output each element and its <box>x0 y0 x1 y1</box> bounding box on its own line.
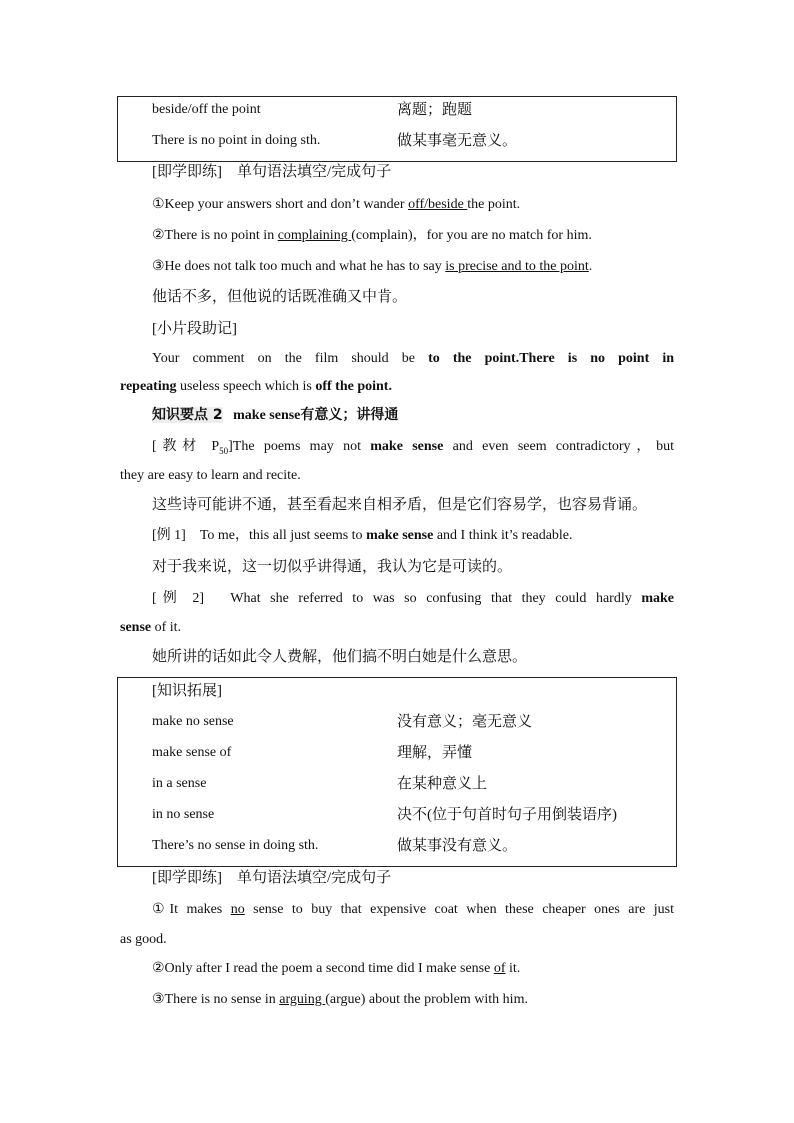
example-1-translation: 对于我来说，这一切似乎讲得通，我认为它是可读的。 <box>152 559 513 575</box>
example-bold: make sense <box>366 528 434 543</box>
example-2-line-1 <box>152 588 674 610</box>
practice1-header: [即学即练] 单句语法填空/完成句子 <box>152 164 392 180</box>
item-text: it. <box>505 961 521 976</box>
box2-row <box>118 804 676 826</box>
box2-row-zh: 理解，弄懂 <box>397 745 473 761</box>
box2-row-en: in no sense <box>152 807 215 822</box>
example-bold: sense <box>120 620 152 635</box>
example-bold: make <box>641 591 674 606</box>
item-text: (complain)，for you are no match for him. <box>351 228 592 243</box>
box1-row-en: beside/off the point <box>152 102 261 117</box>
box2-row-en: make no sense <box>152 714 234 729</box>
item-text: the point. <box>467 197 521 212</box>
box2-row-zh: 做某事没有意义。 <box>397 838 518 854</box>
box2-row <box>118 835 676 857</box>
textbook-translation: 这些诗可能讲不通，甚至看起来自相矛盾，但是它们容易学，也容易背诵。 <box>152 497 648 513</box>
example-1 <box>152 525 573 547</box>
answer-blank: of <box>493 961 506 976</box>
item-text: (argue) about the problem with him. <box>325 992 528 1007</box>
practice1-item-3 <box>152 256 592 278</box>
box1-row <box>118 130 676 152</box>
box2-header-text: [知识拓展] <box>152 683 222 699</box>
box1-row-zh: 离题；跑题 <box>397 102 473 118</box>
practice2-header: [即学即练] 单句语法填空/完成句子 <box>152 870 392 886</box>
memo-line-2 <box>120 376 392 398</box>
point-label: 知识要点 2 <box>152 407 223 423</box>
memo-bold: off the point. <box>315 379 392 394</box>
practice1-item-1 <box>152 194 520 216</box>
item-text: . <box>588 259 593 274</box>
textbook-page: 50 <box>219 445 229 456</box>
box2-row-zh: 没有意义；毫无意义 <box>397 714 533 730</box>
practice1-item-2 <box>152 225 592 247</box>
point-meaning: 有意义；讲得通 <box>300 407 399 423</box>
item-text: ②Only after I read the poem a second time did I make sense <box>152 961 494 976</box>
memo-bold: to the point.There is no point in <box>428 351 674 366</box>
example-text: of it. <box>151 620 182 635</box>
memo-text: Your comment on the film should be <box>152 351 429 366</box>
box2-row-en: make sense of <box>152 745 232 760</box>
item-text: ③He does not talk too much and what he has to say <box>152 259 446 274</box>
knowledge-expansion-box <box>117 677 677 867</box>
practice1-item-3-translation: 他话不多，但他说的话既准确又中肯。 <box>152 289 408 305</box>
textbook-tag-end: ] <box>228 439 233 454</box>
item-text: ③There is no sense in <box>152 992 280 1007</box>
memo-header: [小片段助记] <box>152 321 237 337</box>
box2-row-en: in a sense <box>152 776 207 791</box>
memo-text: useless speech which is <box>176 379 316 394</box>
example-2-line-2 <box>120 617 181 639</box>
example-text: [例 1] To me，this all just seems to <box>152 528 367 543</box>
textbook-text: The poems may not <box>232 439 371 454</box>
box2-row <box>118 711 676 733</box>
textbook-line-1 <box>152 436 674 458</box>
practice2-item-1-line-2: as good. <box>120 932 167 947</box>
textbook-text: and even seem contradictory，but <box>443 439 674 454</box>
item-text: ②There is no point in <box>152 228 278 243</box>
item-text: ①It makes <box>152 902 231 917</box>
textbook-line-2: they are easy to learn and recite. <box>120 468 301 483</box>
memo-line-1 <box>152 348 674 370</box>
answer-blank: no <box>230 902 245 917</box>
item-text: sense to buy that expensive coat when these cheaper ones are just <box>244 902 675 917</box>
box2-row <box>118 773 676 795</box>
box2-row <box>118 742 676 764</box>
box2-row-en: There’s no sense in doing sth. <box>152 838 319 853</box>
point-phrase: make sense <box>233 408 301 423</box>
example-text: and I think it’s readable. <box>433 528 573 543</box>
phrase-box-1 <box>117 96 677 162</box>
practice2-item-2 <box>152 958 520 980</box>
knowledge-point-2-heading <box>152 404 398 426</box>
box2-row-zh: 在某种意义上 <box>397 776 488 792</box>
answer-blank: arguing <box>279 992 326 1007</box>
practice2-item-3 <box>152 989 528 1011</box>
item-text: ①Keep your answers short and don’t wander <box>152 197 409 212</box>
example-text: [例 2] What she referred to was so confusing that they could hardly <box>152 591 642 606</box>
answer-blank: complaining <box>277 228 352 243</box>
box1-row <box>118 99 676 121</box>
box1-row-zh: 做某事毫无意义。 <box>397 133 518 149</box>
answer-blank: is precise and to the point <box>445 259 589 274</box>
box2-row-zh: 决不(位于句首时句子用倒装语序) <box>397 807 617 823</box>
box2-header <box>118 680 676 702</box>
example-2-translation: 她所讲的话如此令人费解，他们搞不明白她是什么意思。 <box>152 649 528 665</box>
box1-row-en: There is no point in doing sth. <box>152 133 321 148</box>
textbook-tag: [教材 P <box>152 439 220 454</box>
practice2-item-1 <box>152 899 674 921</box>
answer-blank: off/beside <box>408 197 468 212</box>
memo-bold: repeating <box>120 379 177 394</box>
textbook-bold: make sense <box>370 439 444 454</box>
